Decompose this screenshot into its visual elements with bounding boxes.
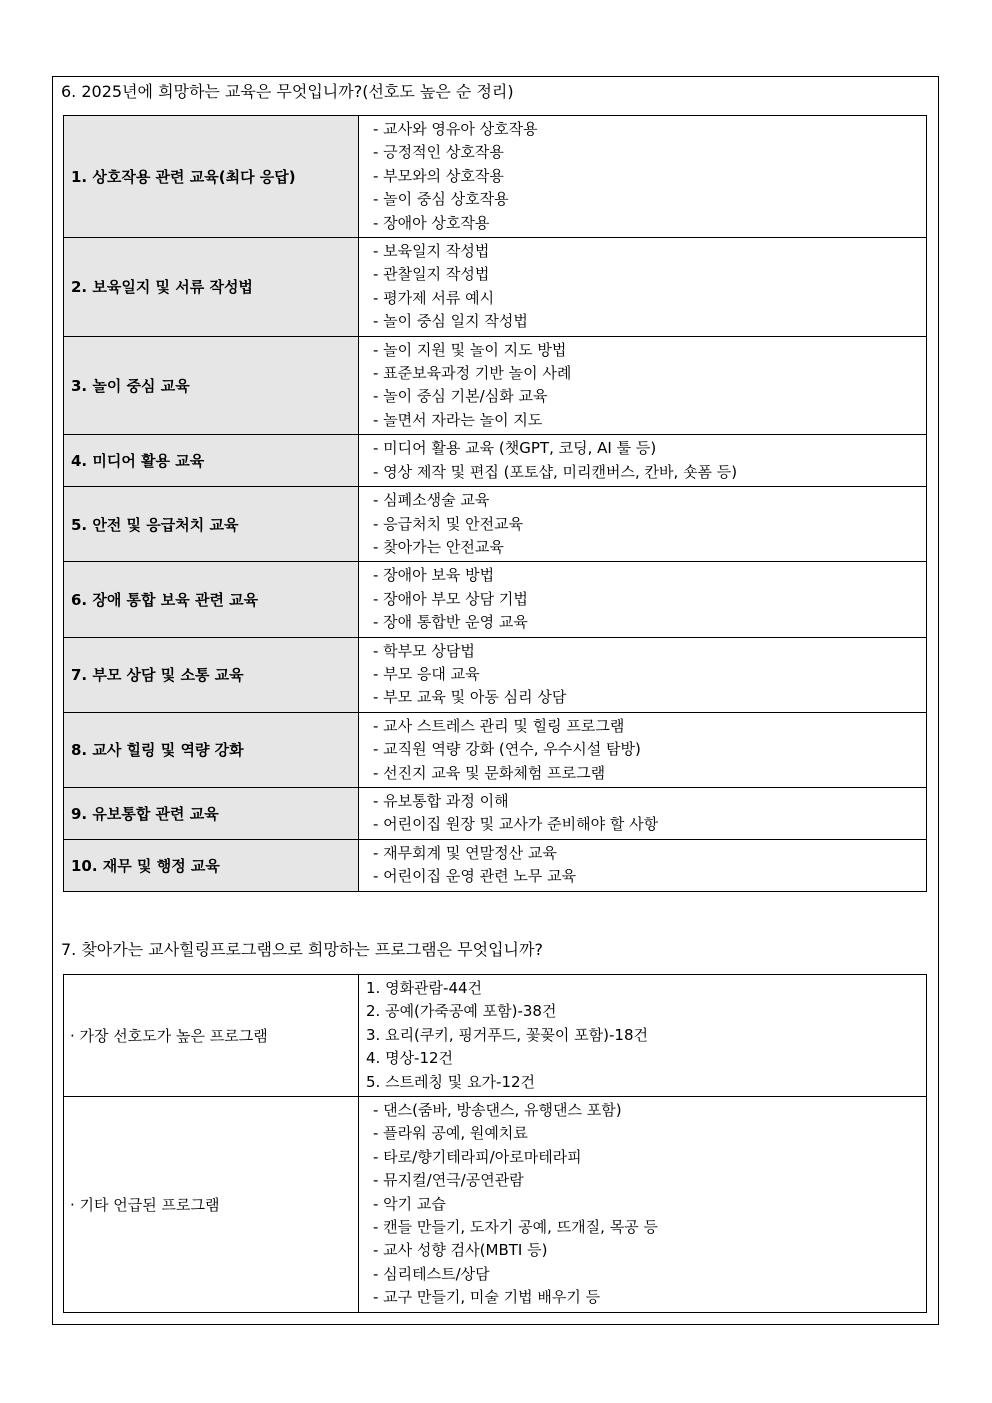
list-item: - 뮤지컬/연극/공연관람 xyxy=(373,1171,524,1190)
table-row xyxy=(64,712,927,787)
category-cell: 1. 상호작용 관련 교육(최다 응답) xyxy=(64,116,359,238)
list-item: - 평가제 서류 예시 xyxy=(373,288,495,307)
category-cell: 6. 장애 통합 보육 관련 교육 xyxy=(64,562,359,637)
list-item: - 놀이 중심 기본/심화 교육 xyxy=(373,387,548,406)
list-item: - 어린이집 원장 및 교사가 준비해야 할 사항 xyxy=(373,815,659,834)
list-item: 2. 공예(가죽공예 포함)-38건 xyxy=(366,1002,557,1021)
items-cell xyxy=(359,787,927,839)
question-6-title: 6. 2025년에 희망하는 교육은 무엇입니까?(선호도 높은 순 정리) xyxy=(61,82,514,101)
list-item: - 표준보육과정 기반 놀이 사례 xyxy=(373,364,572,383)
table-row xyxy=(64,975,927,1097)
list-item: - 찾아가는 안전교육 xyxy=(373,537,504,556)
list-item: - 놀이 지원 및 놀이 지도 방법 xyxy=(373,340,567,359)
category-cell: 10. 재무 및 행정 교육 xyxy=(64,839,359,891)
list-item: - 교직원 역량 강화 (연수, 우수시설 탐방) xyxy=(373,740,641,759)
list-item: - 놀이 중심 상호작용 xyxy=(373,190,509,209)
list-item: - 응급처치 및 안전교육 xyxy=(373,514,524,533)
table-row xyxy=(64,487,927,562)
table-row xyxy=(64,435,927,487)
list-item: 5. 스트레칭 및 요가-12건 xyxy=(366,1072,536,1091)
education-preference-table xyxy=(63,115,927,892)
list-item: - 장애아 부모 상담 기법 xyxy=(373,589,528,608)
list-item: - 재무회계 및 연말정산 교육 xyxy=(373,843,557,862)
list-item: - 선진지 교육 및 문화체험 프로그램 xyxy=(373,763,606,782)
list-item: - 미디어 활용 교육 (챗GPT, 코딩, AI 툴 등) xyxy=(373,439,657,458)
list-item: - 부모 응대 교육 xyxy=(373,664,480,683)
list-item: - 교사와 영유아 상호작용 xyxy=(373,120,538,138)
list-item: - 장애아 보육 방법 xyxy=(373,566,495,585)
list-item: - 교사 스트레스 관리 및 힐링 프로그램 xyxy=(373,716,625,735)
list-item: - 영상 제작 및 편집 (포토샵, 미리캔버스, 칸바, 숏폼 등) xyxy=(373,462,738,481)
category-cell: · 가장 선호도가 높은 프로그램 xyxy=(64,975,359,1097)
items-cell xyxy=(359,839,927,891)
list-item: - 타로/향기테라피/아로마테라피 xyxy=(373,1147,582,1166)
question-7-title: 7. 찾아가는 교사힐링프로그램으로 희망하는 프로그램은 무엇입니까? xyxy=(61,940,543,959)
category-cell: 8. 교사 힐링 및 역량 강화 xyxy=(64,712,359,787)
list-item: - 심리테스트/상담 xyxy=(373,1264,490,1283)
list-item: - 놀면서 자라는 놀이 지도 xyxy=(373,410,543,429)
list-item: - 심폐소생술 교육 xyxy=(373,491,490,510)
list-item: - 댄스(줌바, 방송댄스, 유행댄스 포함) xyxy=(373,1101,622,1120)
list-item: - 긍정적인 상호작용 xyxy=(373,143,504,162)
list-item: - 악기 교습 xyxy=(373,1194,446,1213)
list-item: 3. 요리(쿠키, 핑거푸드, 꽃꽂이 포함)-18건 xyxy=(366,1025,648,1044)
category-cell: 4. 미디어 활용 교육 xyxy=(64,435,359,487)
items-cell xyxy=(359,238,927,337)
list-item: - 교사 성향 검사(MBTI 등) xyxy=(373,1241,548,1260)
category-cell: 5. 안전 및 응급처치 교육 xyxy=(64,487,359,562)
items-cell xyxy=(359,975,927,1097)
list-item: 4. 명상-12건 xyxy=(366,1049,454,1068)
table-row xyxy=(64,1097,927,1313)
items-cell xyxy=(359,116,927,238)
list-item: 1. 영화관람-44건 xyxy=(366,979,483,997)
list-item: - 장애아 상호작용 xyxy=(373,213,490,232)
list-item: - 보육일지 작성법 xyxy=(373,242,490,261)
list-item: - 교구 만들기, 미술 기법 배우기 등 xyxy=(373,1288,601,1307)
list-item: - 놀이 중심 일지 작성법 xyxy=(373,312,528,331)
items-cell xyxy=(359,1097,927,1313)
table-row xyxy=(64,116,927,238)
table-row xyxy=(64,336,927,435)
list-item: - 플라워 공예, 원예치료 xyxy=(373,1124,528,1143)
items-cell xyxy=(359,487,927,562)
list-item: - 캔들 만들기, 도자기 공예, 뜨개질, 목공 등 xyxy=(373,1218,658,1237)
category-cell: 9. 유보통합 관련 교육 xyxy=(64,787,359,839)
items-cell xyxy=(359,637,927,712)
items-cell xyxy=(359,712,927,787)
list-item: - 부모 교육 및 아동 심리 상담 xyxy=(373,688,567,707)
category-cell: 3. 놀이 중심 교육 xyxy=(64,336,359,435)
table-row xyxy=(64,562,927,637)
table-row xyxy=(64,637,927,712)
category-cell: · 기타 언급된 프로그램 xyxy=(64,1097,359,1313)
list-item: - 유보통합 과정 이해 xyxy=(373,791,509,810)
category-cell: 2. 보육일지 및 서류 작성법 xyxy=(64,238,359,337)
healing-program-table xyxy=(63,974,927,1313)
table-row xyxy=(64,839,927,891)
list-item: - 관찰일지 작성법 xyxy=(373,265,490,284)
table-row xyxy=(64,238,927,337)
items-cell xyxy=(359,435,927,487)
list-item: - 부모와의 상호작용 xyxy=(373,166,504,185)
items-cell xyxy=(359,562,927,637)
category-cell: 7. 부모 상담 및 소통 교육 xyxy=(64,637,359,712)
table-row xyxy=(64,787,927,839)
items-cell xyxy=(359,336,927,435)
list-item: - 장애 통합반 운영 교육 xyxy=(373,613,528,632)
list-item: - 학부모 상담법 xyxy=(373,641,475,660)
list-item: - 어린이집 운영 관련 노무 교육 xyxy=(373,867,577,886)
